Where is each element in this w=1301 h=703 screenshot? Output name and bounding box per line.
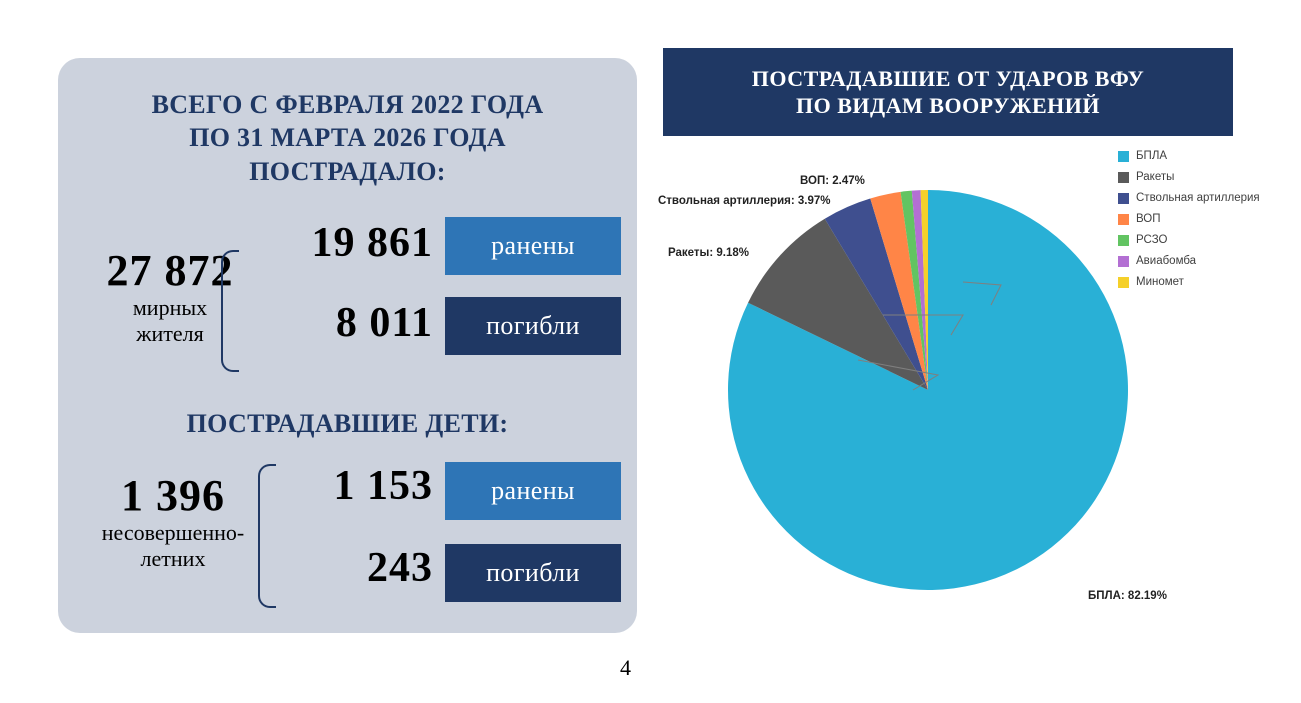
- panel-title-children: ПОСТРАДАВШИЕ ДЕТИ:: [186, 409, 509, 438]
- legend-item: [1118, 276, 1260, 288]
- callout-vop: ВОП: 2.47%: [800, 175, 865, 187]
- total-civilians-label: [70, 295, 270, 348]
- legend-swatch-icon: [1118, 256, 1129, 267]
- legend-label: ВОП: [1136, 213, 1161, 225]
- legend-label: Ствольная артиллерия: [1136, 192, 1260, 204]
- panel-title-main-line2: ПО 31 МАРТА 2026 ГОДА: [189, 123, 506, 153]
- page-number: 4: [620, 655, 631, 680]
- panel-title-main-line3: ПОСТРАДАЛО:: [249, 156, 446, 186]
- chart-title: [663, 48, 1233, 136]
- legend-swatch-icon: [1118, 214, 1129, 225]
- civilians-wounded-value: 19 861: [311, 220, 433, 266]
- callout-rakety: Ракеты: 9.18%: [668, 247, 749, 259]
- legend-label: РСЗО: [1136, 234, 1168, 246]
- panel-title-main-line1: ВСЕГО С ФЕВРАЛЯ 2022 ГОДА: [151, 90, 544, 119]
- total-children-label-line2: летних: [140, 546, 206, 572]
- panel-title-main: [58, 88, 637, 188]
- chart-title-line1: ПОСТРАДАВШИЕ ОТ УДАРОВ ВФУ: [751, 65, 1145, 91]
- legend-swatch-icon: [1118, 151, 1129, 162]
- civilians-wounded-label: ранены: [445, 217, 621, 275]
- children-killed-value: 243: [367, 545, 433, 591]
- total-civilians-number: 27 872: [106, 246, 234, 295]
- legend-swatch-icon: [1118, 193, 1129, 204]
- legend-label: Миномет: [1136, 276, 1184, 288]
- pie-chart: [658, 145, 1301, 645]
- total-civilians-label-line2: жителя: [136, 321, 204, 347]
- children-wounded-label: ранены: [445, 462, 621, 520]
- pie-legend: [1118, 150, 1260, 297]
- civilians-killed-value: 8 011: [335, 300, 433, 346]
- bracket-civilians: [221, 250, 239, 372]
- total-civilians-label-line1: мирных: [132, 295, 208, 320]
- pie-slices: [728, 190, 1128, 590]
- legend-label: БПЛА: [1136, 150, 1168, 162]
- children-wounded-value: 1 153: [333, 463, 433, 509]
- legend-swatch-icon: [1118, 235, 1129, 246]
- total-children-label-line1: несовершенно-: [101, 520, 245, 545]
- total-children-label: [58, 520, 288, 573]
- legend-item: [1118, 213, 1260, 225]
- legend-item: [1118, 234, 1260, 246]
- legend-item: [1118, 192, 1260, 204]
- callout-bpla: БПЛА: 82.19%: [1088, 590, 1167, 602]
- legend-item: [1118, 171, 1260, 183]
- legend-item: [1118, 150, 1260, 162]
- children-killed-label: погибли: [445, 544, 621, 602]
- summary-panel: [58, 58, 637, 633]
- legend-label: Ракеты: [1136, 171, 1175, 183]
- chart-title-line2: ПО ВИДАМ ВООРУЖЕНИЙ: [795, 93, 1100, 118]
- total-children-number: 1 396: [121, 471, 225, 520]
- callout-artillery: Ствольная артиллерия: 3.97%: [658, 195, 831, 207]
- legend-label: Авиабомба: [1136, 255, 1197, 267]
- civilians-killed-label: погибли: [445, 297, 621, 355]
- legend-item: [1118, 255, 1260, 267]
- legend-swatch-icon: [1118, 172, 1129, 183]
- legend-swatch-icon: [1118, 277, 1129, 288]
